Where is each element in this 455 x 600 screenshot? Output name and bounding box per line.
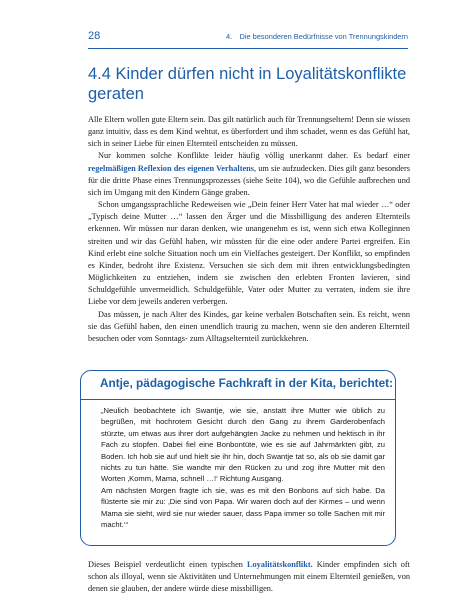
quote-box-title: Antje, pädagogische Fachkraft in der Kita, berichtet: xyxy=(100,376,394,390)
running-head: 4. Die besonderen Bedürfnisse von Trennungskindern xyxy=(225,32,408,41)
quote-box xyxy=(80,370,396,546)
body-paragraph xyxy=(88,150,410,199)
closing-text xyxy=(88,559,410,595)
body-paragraph: Schon umgangssprachliche Redeweisen wie „Dein feiner Herr Vater hat mal wieder …“ oder „Typisch deine Mutter …“ lassen den Ärger und die Missbilligung des anderen Elternteils erkennen. Wir müssen nur daran denken, wie unangenehm es ist, wenn sich etwa Kolleginnen streiten und wir das Gefühl haben, wir müssten für die eine oder andere Partei ergreifen. Ein Kind erlebt eine solche Situation noch um ein Vielfaches gesteigert. Der Konflikt, so empfinden es Kinder, bedroht ihre Existenz. Versuchen sie sich dem mit ihren entwicklungsbedingten Möglichkeiten zu entziehen, indem sie zwischen den erlebten Fronten lavieren, sind Schuldgefühle unvermeidlich. Schuldgefühle, Vater oder Mutter zu verraten, indem sie ihre Liebe vor dem jeweils anderen verbergen. xyxy=(88,200,410,307)
quote-paragraph: „Neulich beobachtete ich Swantje, wie sie, anstatt ihre Mutter wie üblich zu begrüßen, mit hochrotem Gesicht durch den Gang zu ihrem Garderobenfach stürzte, um etwas aus ihrer dort aufgehängten Jacke zu nehmen und hektisch in ihr Fach zu stopfen. Dabei fiel eine Bonbontüte, wie es sie auf Jahrmärkten gibt, zu Boden. Ich hob sie auf und hielt sie ihr hin, doch Swantje tat so, als ob sie damit gar nichts zu tun hätte. Sie wandte mir den Rücken zu und zog ihre Mutter mit den Worten ‚Komm, Mama, schnell …!‘ Richtung Ausgang. xyxy=(101,406,385,484)
body-paragraph xyxy=(88,559,410,595)
section-title: 4.4 Kinder dürfen nicht in Loyalitätskonflikte geraten xyxy=(88,65,407,103)
quote-box-text xyxy=(101,405,385,530)
text-run: Dieses Beispiel verdeutlicht einen typischen xyxy=(88,560,247,569)
text-run: Nur kommen solche Konflikte leider häufig völlig unerkannt daher. Es bedarf einer xyxy=(98,151,410,161)
text-run: , um sie aufzudecken. Dies gilt ganz besonders für die dritte Phase eines Trennungsprozesses (siehe Seite 104), wo die Gefühle aufbrechen und sich im Umgang mit den Kindern Gänge graben. xyxy=(88,163,410,197)
highlighted-term: Loyalitätskonflikt. xyxy=(246,560,313,569)
body-paragraph: Das müssen, je nach Alter des Kindes, gar keine verbalen Botschaften sein. Es reicht, wenn sie das Gefühl haben, den einen unendlich traurig zu machen, wenn sie den anderen Elternteil besuchen oder vom Sonntags- zum Alltagselternteil zurückkehren. xyxy=(88,309,410,343)
highlighted-term: regelmäßigen Reflexion des eigenen Verhaltens xyxy=(88,163,255,173)
quote-box-divider xyxy=(81,399,395,400)
header-rule xyxy=(88,48,408,49)
quote-paragraph: Am nächsten Morgen fragte ich sie, was es mit den Bonbons auf sich habe. Da flüsterte sie mir zu: ‚Die sind von Papa. Wir waren doch auf der Kirmes – und wenn Mama sie sieht, wird sie nur wieder sauer, dass Papa immer so tolle Sachen mit mir macht.‘“ xyxy=(101,485,385,530)
page-number: 28 xyxy=(88,30,101,42)
text-run: Kinder empfinden sich oft schon als illoyal, wenn sie Aktivitäten und Unternehmungen mit einem Elternteil genießen, von denen sie glauben, der andere würde diese missbilligen. xyxy=(88,560,410,594)
body-text xyxy=(88,114,410,345)
body-paragraph: Alle Eltern wollen gute Eltern sein. Das gilt natürlich auch für Trennungseltern! Denn sie wissen ganz intuitiv, dass es dem Kind wehtut, es überfordert und ihm schadet, wenn es das Gefühl hat, sich in seiner Liebe für einen Elternteil entscheiden zu müssen. xyxy=(88,115,410,149)
